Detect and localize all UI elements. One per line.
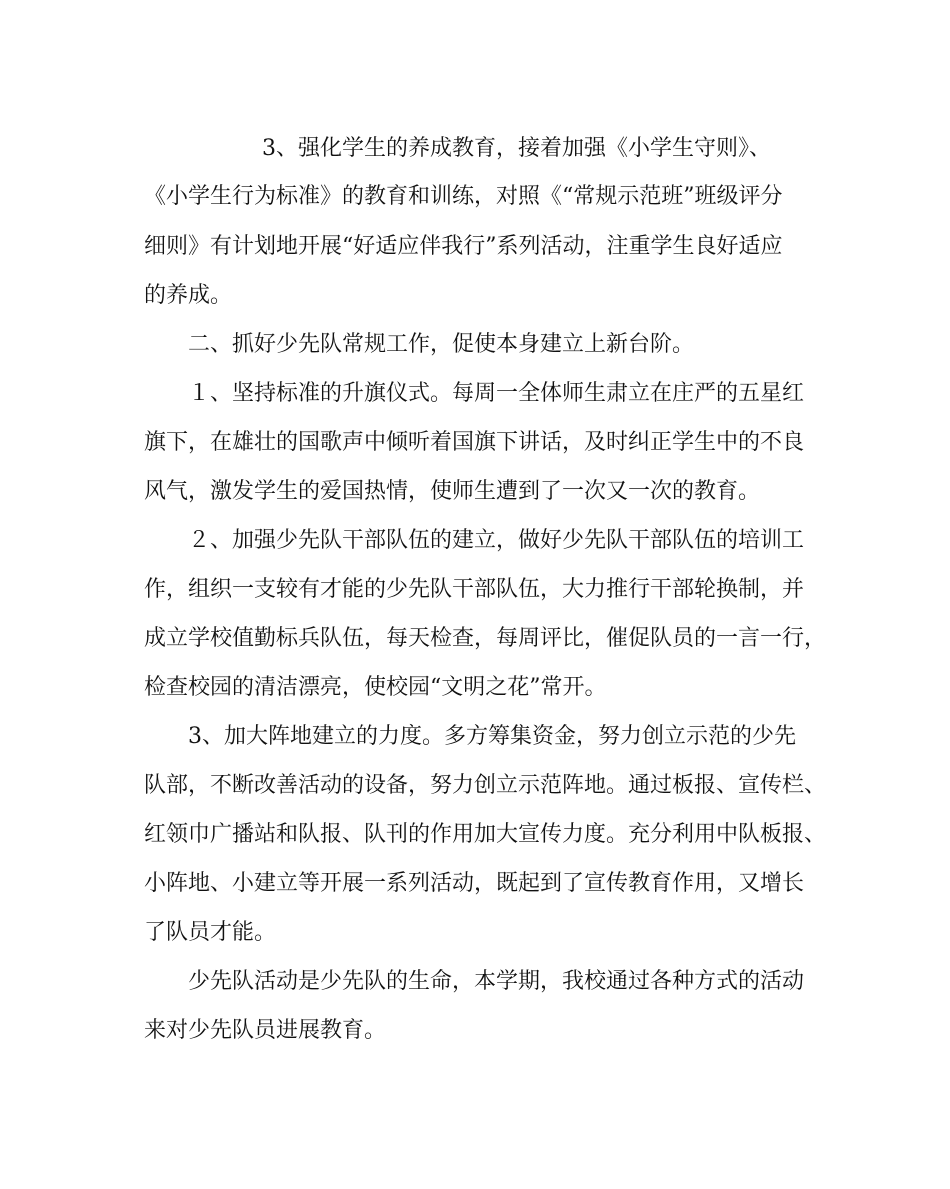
text-line: 《小学生行为标准》的教育和训练，对照《“常规示范班”班级评分 — [144, 184, 783, 209]
text-line: 了队员才能。 — [144, 920, 277, 945]
text-line: 成立学校值勤标兵队伍，每天检查，每周评比，催促队员的一言一行， — [144, 626, 827, 651]
text-line: 少先队活动是少先队的生命，本学期，我校通过各种方式的活动 — [188, 969, 805, 994]
text-line: 3、强化学生的养成教育，接着加强《小学生守则》、 — [262, 136, 771, 161]
text-line: 红领巾广播站和队报、队刊的作用加大宣传力度。充分利用中队板报、 — [144, 822, 827, 847]
text-line: 小阵地、小建立等开展一系列活动，既起到了宣传教育作用，又增长 — [144, 871, 805, 896]
text-line: 作，组织一支较有才能的少先队干部队伍，大力推行干部轮换制，并 — [144, 577, 805, 602]
text-line: 检查校园的清洁漂亮，使校园“文明之花”常开。 — [144, 675, 607, 700]
text-line: 来对少先队员进展教育。 — [144, 1018, 387, 1043]
text-line: 的养成。 — [144, 283, 233, 308]
text-line: １、坚持标准的升旗仪式。每周一全体师生肃立在庄严的五星红 — [188, 381, 805, 406]
text-line: 3、加大阵地建立的力度。多方筹集资金，努力创立示范的少先 — [188, 724, 796, 749]
text-line: 队部，不断改善活动的设备，努力创立示范阵地。通过板报、宣传栏、 — [144, 773, 827, 798]
text-line: 风气，激发学生的爱国热情，使师生遭到了一次又一次的教育。 — [144, 479, 761, 504]
text-line: 旗下，在雄壮的国歌声中倾听着国旗下讲话，及时纠正学生中的不良 — [144, 430, 805, 455]
text-line: 细则》有计划地开展“好适应伴我行”系列活动，注重学生良好适应 — [144, 234, 783, 259]
text-line: ２、加强少先队干部队伍的建立，做好少先队干部队伍的培训工 — [188, 528, 805, 553]
text-line: 二、抓好少先队常规工作，促使本身建立上新台阶。 — [188, 332, 695, 357]
